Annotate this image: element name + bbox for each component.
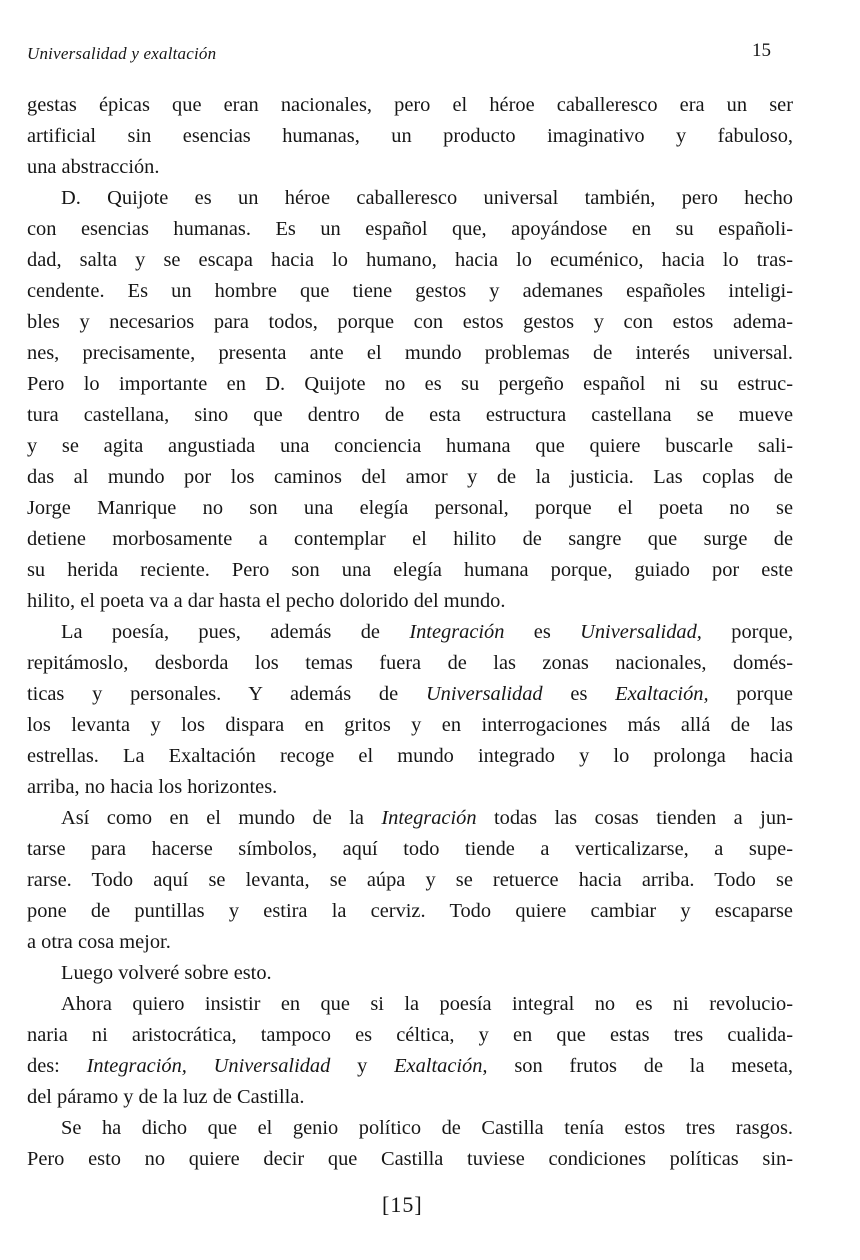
- text-line: [27, 307, 793, 338]
- italic-term: Integración: [381, 807, 477, 829]
- text-line: [27, 152, 793, 183]
- text-run: naria ni aristocrática, tampoco es céltica, y en que estas tres cualida-: [27, 1024, 793, 1046]
- text-run: Así como en el mundo de la: [61, 807, 382, 829]
- text-line: [27, 989, 793, 1020]
- text-run: es: [504, 621, 581, 643]
- text-line: [27, 276, 793, 307]
- text-run: porque: [708, 683, 793, 705]
- text-run: con esencias humanas. Es un español que, apoyándose en su españoli-: [27, 218, 793, 240]
- text-line: [27, 493, 793, 524]
- text-line: [27, 772, 793, 803]
- running-head-title: Universalidad y exaltación: [27, 44, 217, 63]
- text-run: rarse. Todo aquí se levanta, se aúpa y se retuerce hacia arriba. Todo se: [27, 869, 793, 891]
- text-line: [27, 121, 793, 152]
- text-run: una abstracción.: [27, 156, 160, 178]
- italic-term: Integración: [409, 621, 505, 643]
- text-run: Pero esto no quiere decir que Castilla tuviese condiciones políticas sin-: [27, 1148, 793, 1170]
- text-run: Pero lo importante en D. Quijote no es su pergeño español ni su estruc-: [27, 373, 793, 395]
- text-run: y se agita angustiada una conciencia humana que quiere buscarle sali-: [27, 435, 793, 457]
- italic-term: Universalidad,: [580, 621, 702, 643]
- italic-term: Exaltación,: [394, 1055, 488, 1077]
- text-run: hilito, el poeta va a dar hasta el pecho dolorido del mundo.: [27, 590, 506, 612]
- text-line: [27, 1113, 793, 1144]
- text-run: D. Quijote es un héroe caballeresco universal también, pero hecho: [61, 187, 793, 209]
- text-line: [27, 369, 793, 400]
- text-run: arriba, no hacia los horizontes.: [27, 776, 278, 798]
- text-line: [27, 710, 793, 741]
- text-line: [27, 958, 793, 989]
- text-run: porque,: [701, 621, 793, 643]
- text-run: pone de puntillas y estira la cerviz. Todo quiere cambiar y escaparse: [27, 900, 793, 922]
- text-run: Luego volveré sobre esto.: [61, 962, 272, 984]
- text-line: [27, 1020, 793, 1051]
- page-number: 15: [752, 40, 771, 61]
- text-line: [27, 400, 793, 431]
- text-run: Se ha dicho que el genio político de Castilla tenía estos tres rasgos.: [61, 1117, 793, 1139]
- page-folio: [15]: [382, 1192, 423, 1217]
- text-line: [27, 555, 793, 586]
- text-run: repitámoslo, desborda los temas fuera de las zonas nacionales, domés-: [27, 652, 793, 674]
- text-run: son frutos de la meseta,: [487, 1055, 794, 1077]
- text-run: des:: [27, 1055, 87, 1077]
- text-line: [27, 338, 793, 369]
- text-run: das al mundo por los caminos del amor y de la justicia. Las coplas de: [27, 466, 793, 488]
- body-text: [27, 90, 793, 1175]
- italic-term: Universalidad: [425, 683, 543, 705]
- text-line: [27, 648, 793, 679]
- text-run: ticas y personales. Y además de: [27, 683, 426, 705]
- text-run: su herida reciente. Pero son una elegía humana porque, guiado por este: [27, 559, 793, 581]
- text-line: [27, 183, 793, 214]
- text-line: [27, 586, 793, 617]
- text-line: [27, 865, 793, 896]
- text-run: dad, salta y se escapa hacia lo humano, hacia lo ecuménico, hacia lo tras-: [27, 249, 793, 271]
- text-line: [27, 245, 793, 276]
- text-run: artificial sin esencias humanas, un producto imaginativo y fabuloso,: [27, 125, 793, 147]
- text-run: del páramo y de la luz de Castilla.: [27, 1086, 305, 1108]
- text-run: La poesía, pues, además de: [61, 621, 410, 643]
- text-line: [27, 431, 793, 462]
- text-line: [27, 617, 793, 648]
- text-line: [27, 1082, 793, 1113]
- text-run: gestas épicas que eran nacionales, pero el héroe caballeresco era un ser: [27, 94, 793, 116]
- text-line: [27, 896, 793, 927]
- text-line: [27, 1051, 793, 1082]
- text-line: [27, 214, 793, 245]
- text-run: y: [330, 1055, 395, 1077]
- text-run: nes, precisamente, presenta ante el mundo problemas de interés universal.: [27, 342, 793, 364]
- text-run: bles y necesarios para todos, porque con estos gestos y con estos adema-: [27, 311, 793, 333]
- italic-term: Exaltación,: [615, 683, 709, 705]
- text-line: [27, 462, 793, 493]
- text-run: a otra cosa mejor.: [27, 931, 171, 953]
- text-run: estrellas. La Exaltación recoge el mundo integrado y lo prolonga hacia: [27, 745, 793, 767]
- text-run: tura castellana, sino que dentro de esta estructura castellana se mueve: [27, 404, 793, 426]
- text-line: [27, 1144, 793, 1175]
- text-run: cendente. Es un hombre que tiene gestos y ademanes españoles inteligi-: [27, 280, 793, 302]
- text-run: todas las cosas tienden a jun-: [476, 807, 794, 829]
- text-run: tarse para hacerse símbolos, aquí todo tiende a verticalizarse, a supe-: [27, 838, 793, 860]
- text-line: [27, 741, 793, 772]
- text-run: Ahora quiero insistir en que si la poesía integral no es ni revolucio-: [61, 993, 793, 1015]
- text-run: Jorge Manrique no son una elegía personal, porque el poeta no se: [27, 497, 793, 519]
- text-line: [27, 834, 793, 865]
- text-run: los levanta y los dispara en gritos y en interrogaciones más allá de las: [27, 714, 793, 736]
- text-run: detiene morbosamente a contemplar el hilito de sangre que surge de: [27, 528, 793, 550]
- text-line: [27, 524, 793, 555]
- text-line: [27, 803, 793, 834]
- text-line: [27, 927, 793, 958]
- text-line: [27, 679, 793, 710]
- italic-term: Integración, Universalidad: [86, 1055, 331, 1077]
- text-run: es: [542, 683, 616, 705]
- text-line: [27, 90, 793, 121]
